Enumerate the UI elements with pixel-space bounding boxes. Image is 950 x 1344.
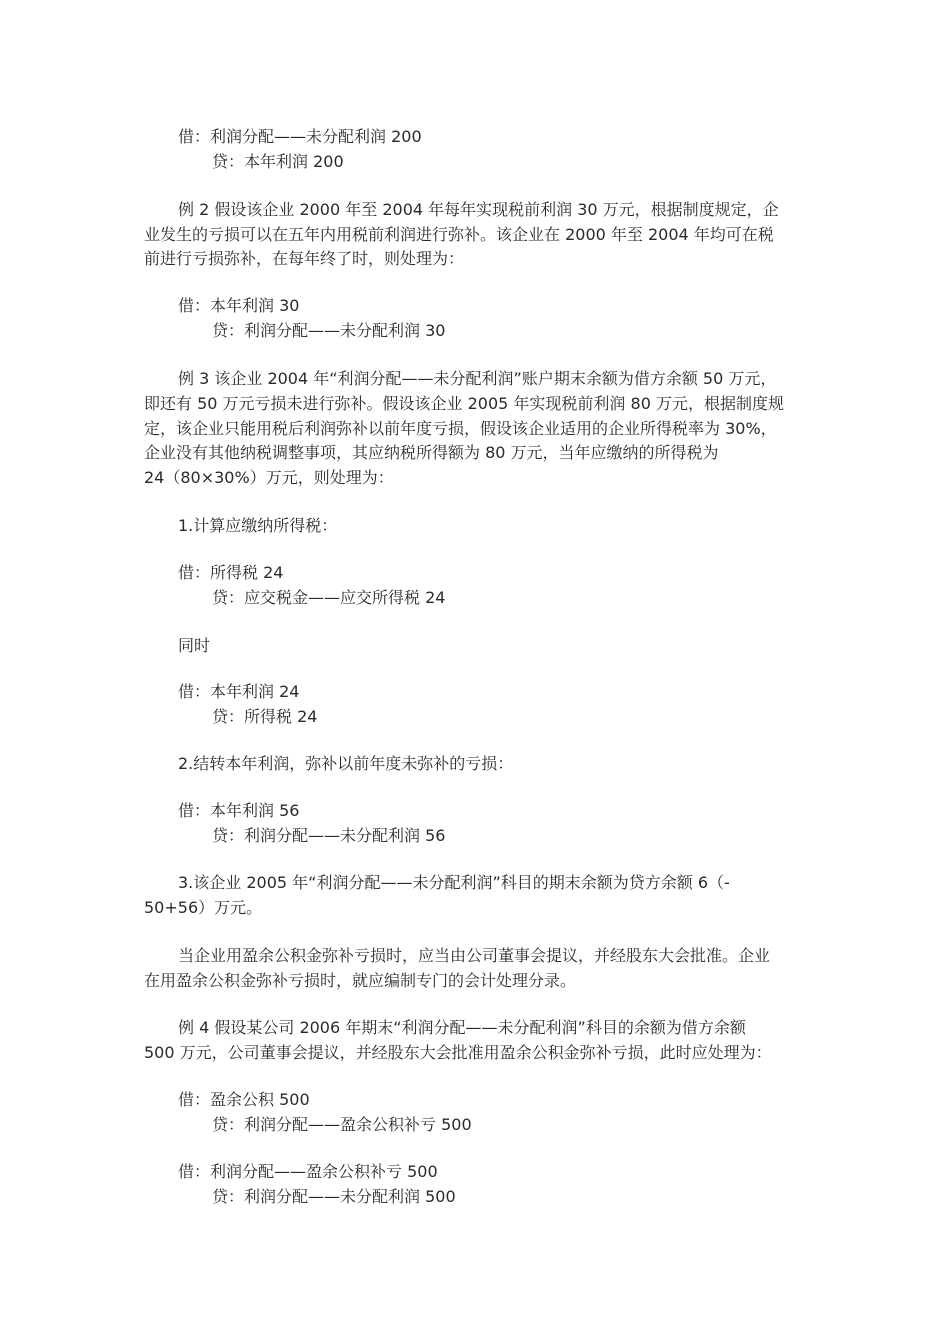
step-heading: 1.计算应缴纳所得税： [178,516,338,535]
journal-credit-line: 贷：利润分配——未分配利润 30 [212,321,446,340]
paragraph-line: 企业没有其他纳税调整事项，其应纳税所得额为 80 万元，当年应缴纳的所得税为 [144,443,719,462]
journal-debit-line: 借：利润分配——盈余公积补亏 500 [178,1162,438,1181]
journal-debit-line: 借：所得税 24 [178,563,284,582]
paragraph-line: 即还有 50 万元亏损未进行弥补。假设该企业 2005 年实现税前利润 80 万元，根据制度规 [144,394,784,413]
journal-debit-line: 借：本年利润 30 [178,296,300,315]
journal-debit-line: 借：本年利润 24 [178,682,300,701]
journal-debit-line: 借：本年利润 56 [178,801,300,820]
paragraph-line: 24（80×30%）万元，则处理为： [144,468,394,487]
paragraph-line: 当企业用盈余公积金弥补亏损时，应当由公司董事会提议，并经股东大会批准。企业 [178,946,771,965]
journal-credit-line: 贷：利润分配——未分配利润 56 [212,826,446,845]
journal-credit-line: 贷：本年利润 200 [212,152,344,171]
paragraph-line: 定，该企业只能用税后利润弥补以前年度亏损，假设该企业适用的企业所得税率为 30%， [144,419,777,438]
journal-debit-line: 借：盈余公积 500 [178,1090,310,1109]
paragraph-line: 500 万元，公司董事会提议，并经股东大会批准用盈余公积金弥补亏损，此时应处理为： [144,1043,772,1062]
step-heading: 3.该企业 2005 年“利润分配——未分配利润”科目的期末余额为贷方余额 6（- [178,873,730,892]
journal-credit-line: 贷：应交税金——应交所得税 24 [212,588,446,607]
paragraph-line: 业发生的亏损可以在五年内用税前利润进行弥补。该企业在 2000 年至 2004 年均可在税 [144,225,774,244]
journal-credit-line: 贷：利润分配——盈余公积补亏 500 [212,1115,472,1134]
paragraph-line: 前进行亏损弥补，在每年终了时，则处理为： [144,249,465,268]
journal-debit-line: 借：利润分配——未分配利润 200 [178,127,422,146]
paragraph-line: 例 3 该企业 2004 年“利润分配——未分配利润”账户期末余额为借方余额 50 万元， [178,369,777,388]
journal-credit-line: 贷：所得税 24 [212,707,318,726]
paragraph-line: 同时 [178,636,211,655]
step-heading: 2.结转本年利润，弥补以前年度未弥补的亏损： [178,754,514,773]
paragraph-line: 50+56）万元。 [144,898,263,917]
paragraph-line: 例 2 假设该企业 2000 年至 2004 年每年实现税前利润 30 万元，根据制度规定，企 [178,200,779,219]
paragraph-line: 在用盈余公积金弥补亏损时，就应编制专门的会计处理分录。 [144,971,577,990]
journal-credit-line: 贷：利润分配——未分配利润 500 [212,1187,456,1206]
paragraph-line: 例 4 假设某公司 2006 年期末“利润分配——未分配利润”科目的余额为借方余额 [178,1018,746,1037]
